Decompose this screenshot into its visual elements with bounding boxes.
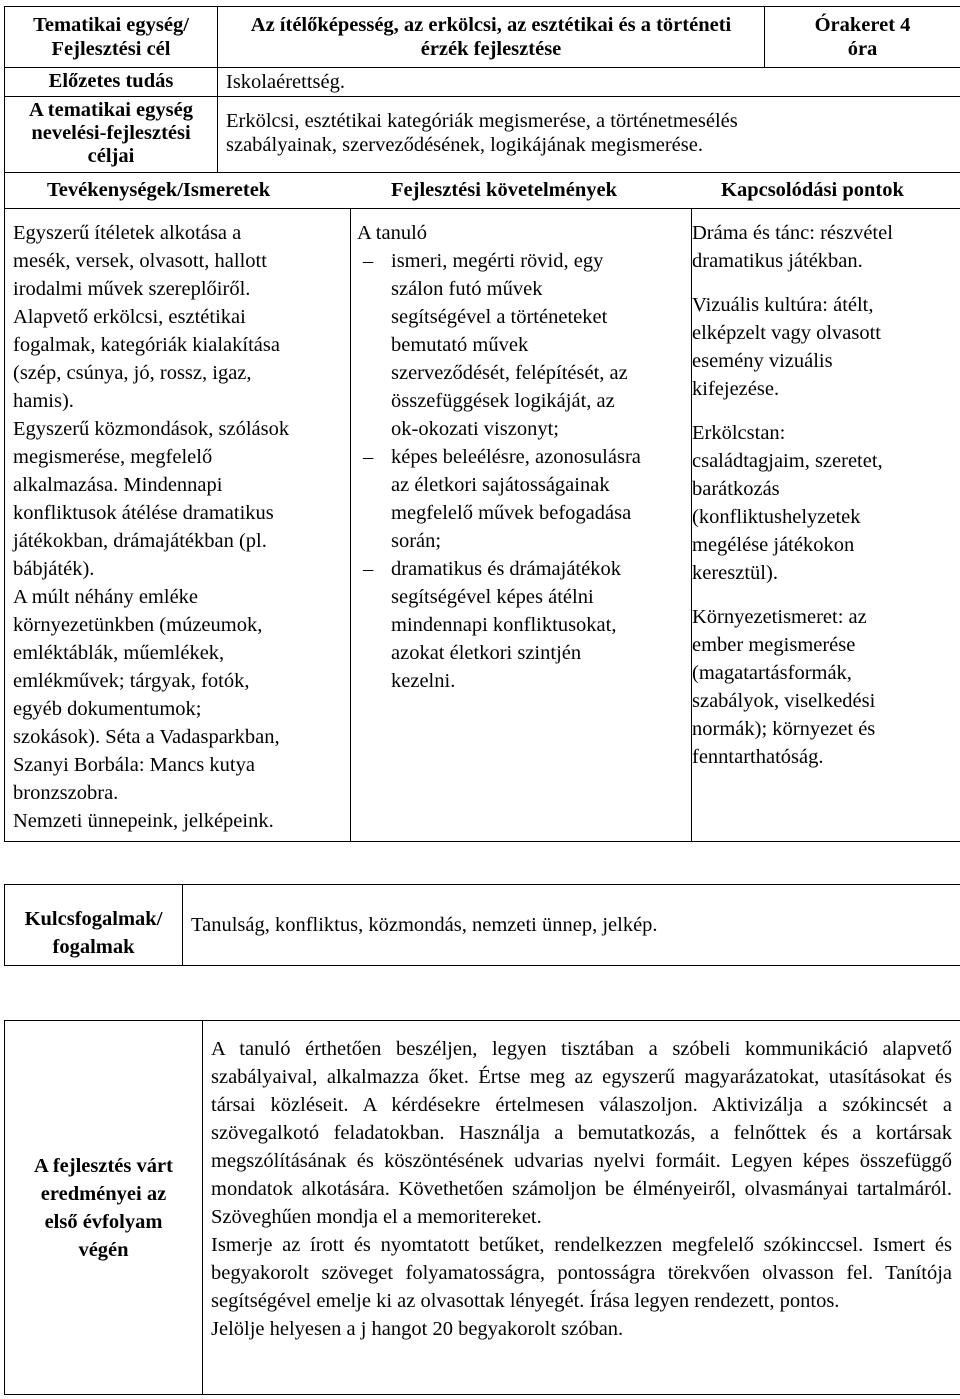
requirements-list (357, 247, 683, 695)
expected-results-value (203, 1021, 960, 1395)
connection-line: esemény vizuális (692, 350, 833, 372)
goals-value (218, 97, 960, 173)
prior-knowledge-row (5, 68, 960, 97)
key-concepts-label (5, 885, 183, 966)
key-concepts-label-line1: Kulcsfogalmak/ (24, 908, 163, 930)
connection-line: keresztül). (692, 562, 778, 584)
activity-line: (szép, csúnya, jó, rossz, igaz, (13, 362, 252, 384)
connection-line: Dráma és tánc: részvétel (692, 222, 893, 244)
connection-item (692, 291, 952, 403)
connections-heading: Kapcsolódási pontok (721, 179, 904, 201)
key-concepts-label-line2: fogalmak (52, 936, 135, 958)
hours-line2: óra (847, 38, 878, 60)
goals-label-line1: A tematikai egység (29, 99, 193, 121)
expected-results-table (4, 1020, 960, 1395)
connection-line: Környezetismeret: az (692, 606, 867, 628)
goals-label (5, 97, 218, 173)
requirements-heading: Fejlesztési követelmények (391, 179, 617, 201)
goals-label-line2: nevelési-fejlesztési (31, 122, 191, 144)
key-concepts-value-text: Tanulság, konfliktus, közmondás, nemzeti ünnep, jelkép. (191, 914, 658, 936)
expected-results-row (5, 1021, 960, 1395)
activity-line: alkalmazása. Mindennapi (13, 474, 223, 496)
activity-line: irodalmi művek szereplőiről. (13, 278, 251, 300)
connection-line: (konfliktushelyzetek (692, 506, 861, 528)
key-concepts-row (5, 885, 960, 966)
requirement-line: segítségével képes átélni (391, 586, 594, 608)
requirement-line: – dramatikus és drámajátékok (391, 558, 621, 580)
unit-label-line1: Tematikai egység/ (33, 14, 189, 36)
activity-line: környezetünkben (múzeumok, (13, 614, 263, 636)
connection-line: családtagjaim, szeretet, (692, 450, 883, 472)
requirement-line: – ismeri, megérti rövid, egy (391, 250, 604, 272)
expected-results-paragraph-1: A tanuló érthetően beszéljen, legyen tisztában a szóbeli kommunikáció alapvető szabályaival, alkalmazza őket. Értse meg az egyszerű magyarázatokat, utasításokat és társai közléseit. A kérdésekre értelmesen válaszoljon. Aktivizálja a szókincsét a szövegalkotó feladatokban. Használja a bemutatkozás, a felnőttek és a kortársak megszólításának és köszöntésének udvarias nyelvi formáit. Legyen képes összefüggő mondatok alkotására. Követhetően számoljon be élményeiről, olvasmányai tartalmáról. Szöveghűen mondja el a memoritereket. (211, 1038, 952, 1228)
requirement-line: megfelelő művek befogadása (391, 502, 632, 524)
curriculum-table (4, 6, 960, 842)
requirement-item (357, 443, 683, 555)
expected-results-label-line1: A fejlesztés várt (34, 1154, 173, 1177)
activities-text (13, 219, 342, 835)
prior-knowledge-label (5, 68, 218, 97)
goals-value-line2: szabályainak, szerveződésének, logikájának megismerése. (226, 134, 703, 156)
unit-title-cell (218, 7, 765, 68)
connection-line: ember megismerése (692, 634, 856, 656)
activity-line: játékokban, drámajátékban (pl. (13, 530, 267, 552)
connections-column (692, 209, 960, 842)
unit-label-cell (5, 7, 218, 68)
prior-knowledge-label-text: Előzetes tudás (48, 70, 174, 92)
requirement-line: szerveződését, felépítését, az (391, 362, 628, 384)
requirement-line: során; (391, 530, 442, 552)
connection-line: Vizuális kultúra: átélt, (692, 294, 874, 316)
connection-line: dramatikus játékban. (692, 250, 863, 272)
requirement-line: szálon futó művek (391, 278, 543, 300)
requirement-line: kezelni. (391, 670, 456, 692)
activity-line: egyéb dokumentumok; (13, 698, 202, 720)
requirements-column (351, 209, 692, 842)
activity-line: emléktáblák, műemlékek, (13, 642, 225, 664)
requirements-intro: A tanuló (357, 222, 428, 244)
requirement-item (357, 555, 683, 695)
hours-line1: Órakeret 4 (814, 14, 911, 36)
columns-header (5, 173, 960, 209)
requirement-item (357, 247, 683, 443)
unit-label-line2: Fejlesztési cél (51, 38, 171, 60)
connections-list (692, 219, 952, 771)
requirement-line: azokat életkori szintjén (391, 642, 582, 664)
unit-title-line1: Az ítélőképesség, az erkölcsi, az esztétikai és a történeti (250, 14, 732, 36)
header-row (5, 7, 960, 68)
connection-line: elképzelt vagy olvasott (692, 322, 881, 344)
activities-column (5, 209, 351, 842)
activity-line: bábjáték). (13, 558, 95, 580)
goals-value-line1: Erkölcsi, esztétikai kategóriák megismerése, a történetmesélés (226, 110, 738, 132)
activity-line: emlékművek; tárgyak, fotók, (13, 670, 250, 692)
activity-line: A múlt néhány emléke (13, 586, 199, 608)
activity-line: Alapvető erkölcsi, esztétikai (13, 306, 246, 328)
connection-line: barátkozás (692, 478, 780, 500)
connection-line: fenntarthatóság. (692, 746, 824, 768)
activity-line: megismerése, megfelelő (13, 446, 213, 468)
activity-line: fogalmak, kategóriák kialakítása (13, 334, 280, 356)
connection-item (692, 219, 952, 275)
goals-label-line3: céljai (87, 145, 135, 167)
requirement-line: mindennapi konfliktusokat, (391, 614, 617, 636)
requirement-line: az életkori sajátosságainak (391, 474, 610, 496)
activity-line: Egyszerű ítéletek alkotása a (13, 222, 242, 244)
columns-header-row (5, 173, 960, 209)
expected-results-paragraph-3: Jelölje helyesen a j hangot 20 begyakorolt szóban. (211, 1318, 624, 1340)
connection-line: Erkölcstan: (692, 422, 786, 444)
requirement-line: bemutató művek (391, 334, 529, 356)
connection-line: megélése játékokon (692, 534, 855, 556)
expected-results-paragraph-2: Ismerje az írott és nyomtatott betűket, rendelkezzen megfelelő szókinccsel. Ismert és begyakorolt szöveget folyamatosságra, pontosságra törekvően olvasson fel. Tanítója segítségével emelje ki az olvasottak lényegét. Írása legyen rendezett, pontos. (211, 1234, 952, 1312)
activity-line: konfliktusok átélése dramatikus (13, 502, 274, 524)
requirement-line: összefüggések logikáját, az (391, 390, 615, 412)
connection-line: szabályok, viselkedési (692, 690, 876, 712)
unit-title-line2: érzék fejlesztése (420, 38, 562, 60)
activity-line: mesék, versek, olvasott, hallott (13, 250, 267, 272)
activity-line: szokások). Séta a Vadasparkban, (13, 726, 280, 748)
expected-results-label (5, 1021, 203, 1395)
key-concepts-value (183, 885, 960, 966)
requirement-line: ok-okozati viszonyt; (391, 418, 559, 440)
content-row (5, 209, 960, 842)
hours-cell (765, 7, 960, 68)
expected-results-label-line3: első évfolyam (44, 1210, 163, 1233)
activities-heading: Tevékenységek/Ismeretek (47, 179, 271, 201)
connection-line: kifejezése. (692, 378, 780, 400)
requirement-line: – képes beleélésre, azonosulásra (391, 446, 641, 468)
connection-line: (magatartásformák, (692, 662, 852, 684)
activity-line: Egyszerű közmondások, szólások (13, 418, 290, 440)
connection-item (692, 419, 952, 587)
connection-line: normák); környezet és (692, 718, 876, 740)
activity-line: Nemzeti ünnepeink, jelképeink. (13, 810, 274, 832)
activity-line: Szanyi Borbála: Mancs kutya (13, 754, 255, 776)
expected-results-label-line4: végén (78, 1238, 129, 1261)
expected-results-label-line2: eredményei az (40, 1182, 167, 1205)
activity-line: bronzszobra. (13, 782, 119, 804)
prior-knowledge-value (218, 68, 960, 97)
activity-line: hamis). (13, 390, 74, 412)
connection-item (692, 603, 952, 771)
prior-knowledge-value-text: Iskolaérettség. (226, 71, 345, 93)
key-concepts-table (4, 884, 960, 966)
goals-row (5, 97, 960, 173)
requirement-line: segítségével a történeteket (391, 306, 608, 328)
